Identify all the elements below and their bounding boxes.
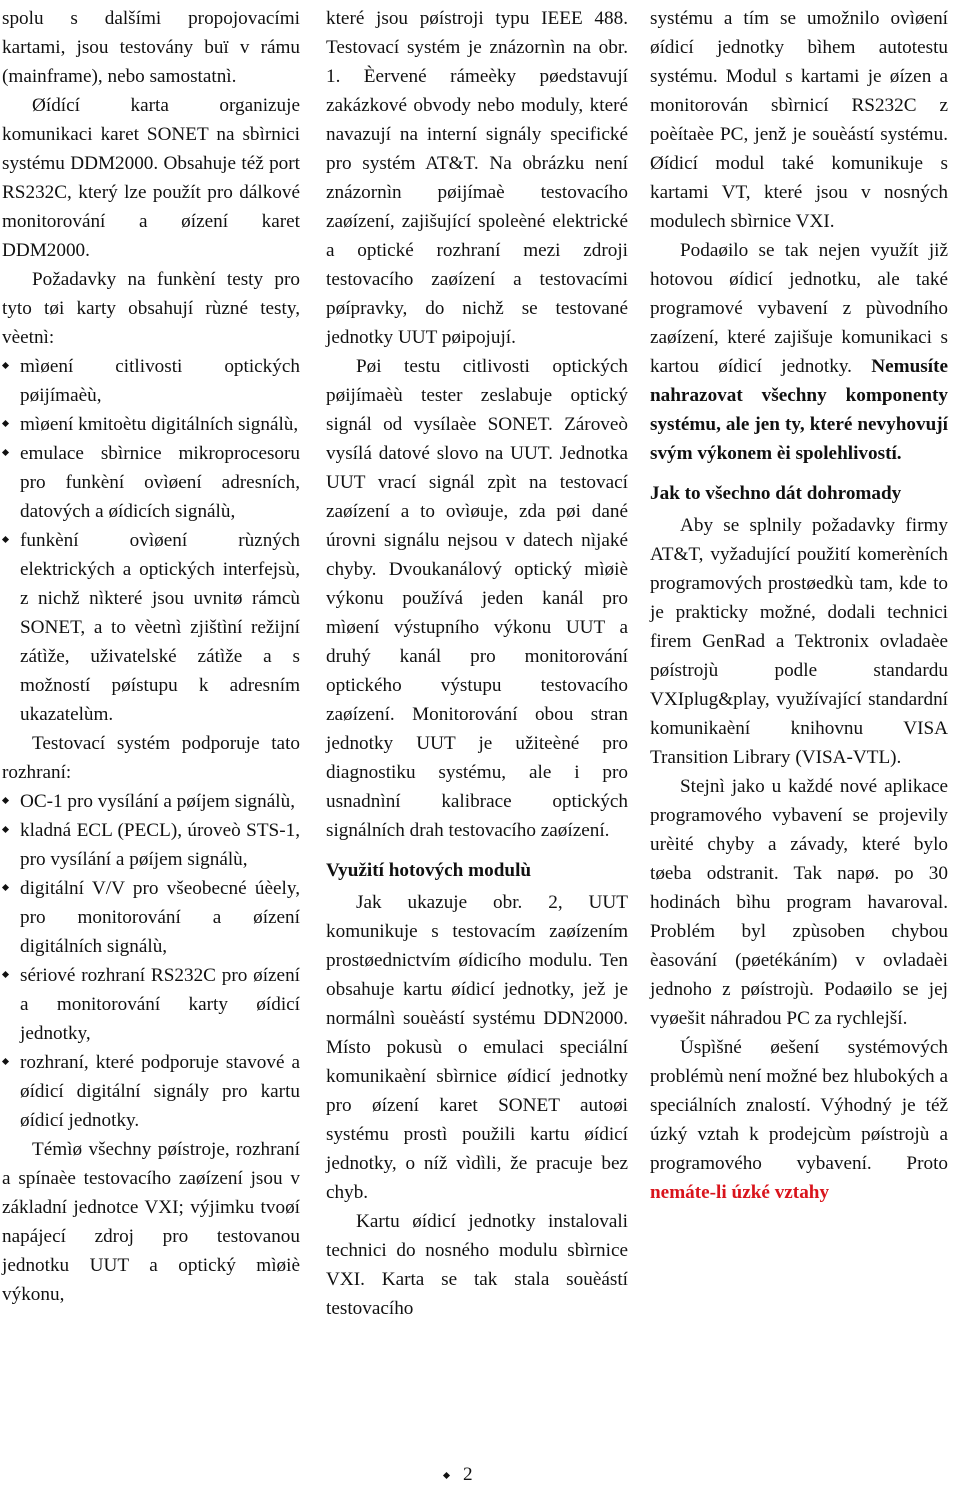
paragraph: Témìø všechny pøístroje, rozhraní a spínaèe testovacího zaøízení jsou v základní jednotce VXI; výjimku tvoøí napájecí zdroj pro testovanou jednotku UUT a optický mìøiè výkonu,	[2, 1139, 300, 1305]
list-item: rozhraní, které podporuje stavové a øídicí digitální signály pro kartu øídicí jednotky.	[2, 1048, 300, 1135]
list-item: kladná ECL (PECL), úroveò STS-1, pro vysílání a pøíjem signálù,	[2, 816, 300, 874]
paragraph: Požadavky na funkèní testy pro tyto tøi karty obsahují rùzné testy, vèetnì:	[2, 269, 300, 348]
list-item: funkèní ovìøení rùzných elektrických a optických interfejsù, z nichž nìkteré jsou uvnitø rámcù SONET, a to vèetnì zjištìní režijní zátìže, uživatelské zátìže a s možností pøístupu k adresním ukazatelùm.	[2, 526, 300, 729]
diamond-bullet-icon	[443, 1472, 450, 1479]
paragraph: Testovací systém podporuje tato rozhraní:	[2, 733, 300, 783]
paragraph	[650, 1033, 948, 1207]
paragraph: systému a tím se umožnilo ovìøení øídicí jednotky bìhem autotestu systému. Modul s kartami je øízen a monitorován sbìrnicí RS232C z poèítaèe PC, jenž je souèástí systému. Øídicí modul také komunikuje s kartami VT, které jsou v nosných modulech sbìrnice VXI.	[650, 8, 948, 232]
column-left	[2, 4, 300, 1309]
bullet-list-tests	[2, 352, 300, 729]
paragraph: Kartu øídicí jednotky instalovali technici do nosného modulu sbìrnice VXI. Karta se tak stala souèástí testovacího	[326, 1211, 628, 1319]
section-heading: Jak to všechno dát dohromady	[650, 483, 902, 504]
bullet-list-interfaces	[2, 787, 300, 1135]
paragraph: Øídící karta organizuje komunikaci karet SONET na sbìrnici systému DDM2000. Obsahuje též port RS232C, který lze použít pro dálkové monitorování a øízení karet DDM2000.	[2, 95, 300, 261]
column-middle	[326, 4, 628, 1323]
list-item: OC-1 pro vysílání a pøíjem signálù,	[2, 787, 300, 816]
paragraph: Jak ukazuje obr. 2, UUT komunikuje s testovacím zaøízením prostøednictvím øídicího modulu. Ten obsahuje kartu øídicí jednotky, jež je normálnì souèástí systému DDN2000. Místo pokusù o emulaci speciální komunikaèní sbìrnice øídicí jednotky pro øízení karet SONET autoøi systému prostì použili kartu øídicí jednotky, o níž vìdìli, že pracuje bez chyb.	[326, 892, 628, 1203]
paragraph: Pøi testu citlivosti optických pøijímaèù tester zeslabuje optický signál od vysílaèe SONET. Zároveò vysílá datové slovo na UUT. Jednotka UUT vrací signál zpìt na testovací zaøízení a to ovìøuje, zda pøi dané úrovni signálu nejsou v datech nìjaké chyby. Dvoukanálový optický mìøiè výkonu používá jeden kanál pro mìøení výstupního výkonu UUT a druhý kanál pro monitorování optického výstupu testovacího zaøízení. Monitorování obou stran jednotky UUT je užiteèné pro diagnostiku systému, ale i pro usnadnìní kalibrace optických signálních drah testovacího zaøízení.	[326, 356, 628, 841]
list-item: mìøení citlivosti optických pøijímaèù,	[2, 352, 300, 410]
paragraph: Stejnì jako u každé nové aplikace programového vybavení se projevily urèité chyby a závady, které bylo tøeba odstranit. Tak napø. po 30 hodinách bìhu program havaroval. Problém byl zpùsoben chybou èasování (pøetékáním) v ovladaèi jednoho z pøístrojù. Podaøilo se jej vyøešit náhradou PC za rychlejší.	[650, 776, 948, 1029]
paragraph: Aby se splnily požadavky firmy AT&T, vyžadující použití komerèních programových prostøedkù tam, kde to je prakticky možné, dodali technici firem GenRad a Tektronix ovladaèe pøístrojù podle standardu VXIplug&play, využívající standardní komunikaèní knihovnu VISA Transition Library (VISA-VTL).	[650, 515, 948, 768]
paragraph: spolu s dalšími propojovacími kartami, jsou testovány buï v rámu (mainframe), nebo samostatnì.	[2, 8, 300, 87]
paragraph	[650, 236, 948, 468]
list-item: digitální V/V pro všeobecné úèely, pro monitorování a øízení digitálních signálù,	[2, 874, 300, 961]
highlight-text: nemáte-li úzké vztahy	[650, 1182, 830, 1203]
paragraph-text: Podaøilo se tak nejen využít již hotovou øídicí jednotku, ale také programové vybavení z pùvodního zaøízení, které zajišuje komunikaci s kartou øídicí jednotky.	[650, 240, 948, 377]
list-item: mìøení kmitoètu digitálních signálù,	[2, 410, 300, 439]
page-number-text: 2	[463, 1464, 473, 1485]
section-heading: Využití hotových modulù	[326, 860, 532, 881]
list-item: emulace sbìrnice mikroprocesoru pro funkèní ovìøení adresních, datových a øídicích signálù,	[2, 439, 300, 526]
paragraph-text: Úspìšné øešení systémových problémù není možné bez hlubokých a speciálních znalostí. Výhodný je též úzký vztah k prodejcùm pøístrojù a programového vybavení. Proto	[650, 1037, 948, 1174]
column-right	[650, 4, 948, 1207]
emphasis-text: Nemusíte nahrazovat všechny komponenty systému, ale jen ty, které nevyhovují svým výkonem èi spolehlivostí.	[650, 356, 948, 464]
paragraph: které jsou pøístroji typu IEEE 488. Testovací systém je znázornìn na obr. 1. Èervené rámeèky pøedstavují zakázkové obvody nebo moduly, které navazují na interní signály specifické pro systém AT&T. Na obrázku není znázornìn pøijímaè testovacího zaøízení, zajišující spoleèné elektrické a optické rozhraní mezi zdroji testovacího zaøízení a testovacími pøípravky, do nichž se testované jednotky UUT pøipojují.	[326, 8, 628, 348]
list-item: sériové rozhraní RS232C pro øízení a monitorování karty øídicí jednotky,	[2, 961, 300, 1048]
page-number	[444, 1460, 473, 1489]
